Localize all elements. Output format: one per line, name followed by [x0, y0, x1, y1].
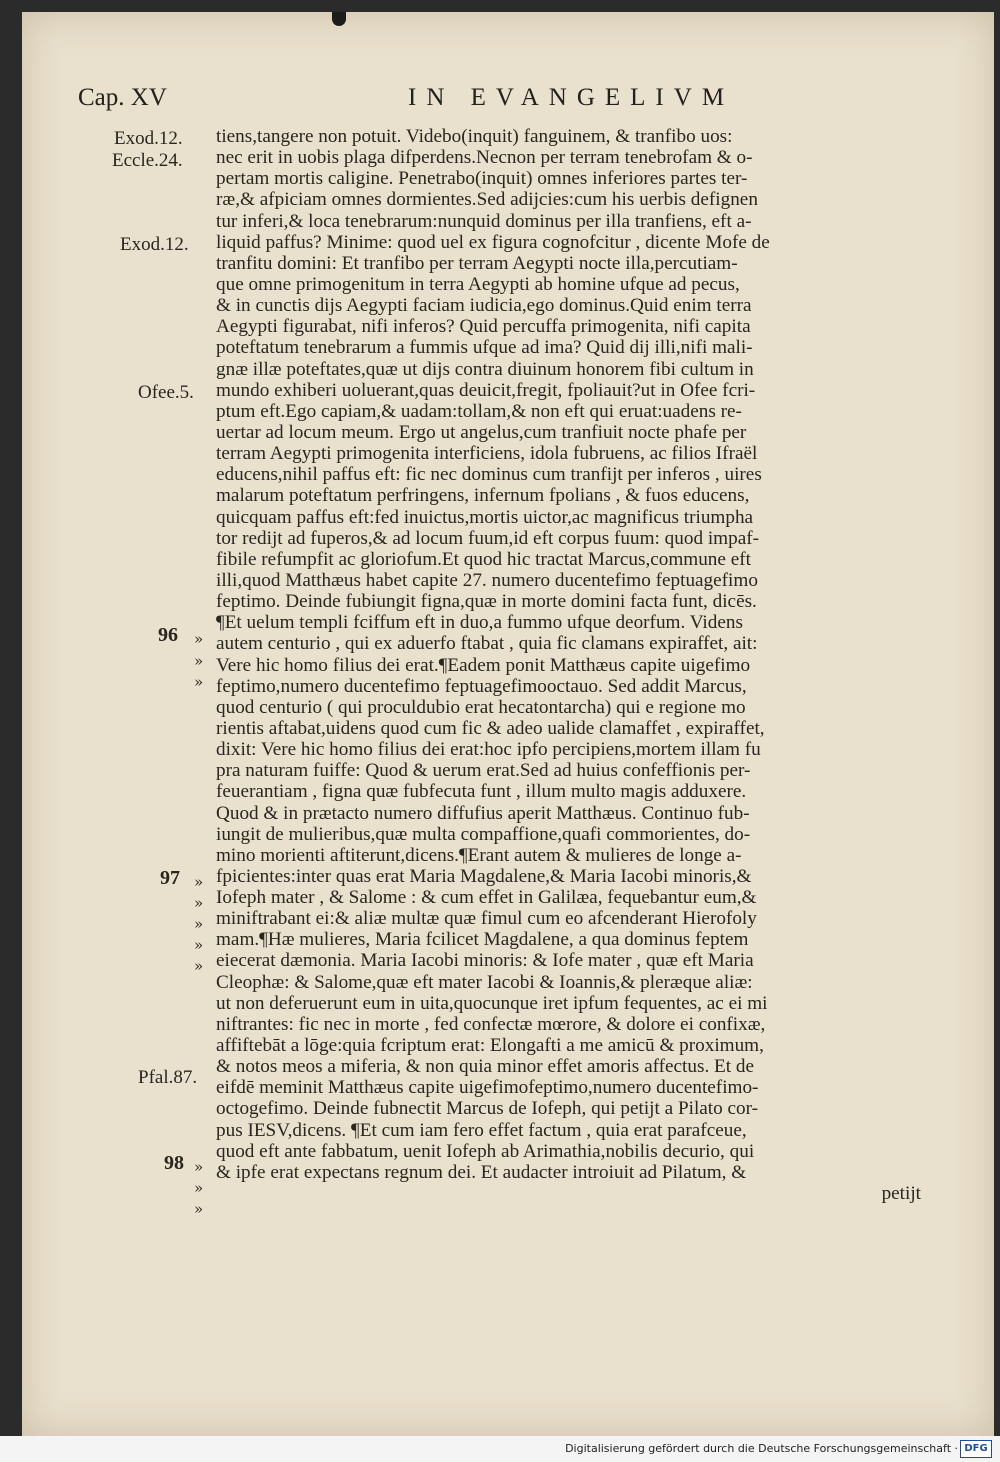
text-line: pra naturam fuiffe: Quod & uerum erat.Sed ad huius confeffionis per-: [216, 760, 751, 782]
text-line: ræ,& afpiciam omnes dormientes.Sed adijcies:cum his uerbis defignen: [216, 189, 758, 211]
text-line: pertam mortis caligine. Penetrabo(inquit) omnes inferiores partes ter-: [216, 168, 748, 190]
text-line: & ipfe erat expectans regnum dei. Et audacter introiuit ad Pilatum, &: [216, 1161, 747, 1183]
text-line: illi,quod Matthæus habet capite 27. numero ducentefimo feptuagefimo: [216, 569, 758, 591]
text-line: liquid paffus? Minime: quod uel ex figura cognofcitur , dicente Mofe de: [216, 231, 770, 253]
book-page: [22, 12, 994, 1436]
text-line: Aegypti figurabat, nifi inferos? Quid percuffa primogenita, nifi capita: [216, 316, 751, 338]
text-line: miniftrabant ei:& aliæ multæ quæ fimul cum eo afcenderant Hierofoly: [216, 908, 757, 930]
text-line: tranfitu domini: Et tranfibo per terram Aegypti nocte illa,percutiam-: [216, 252, 738, 274]
text-line: fpicientes:inter quas erat Maria Magdalene,& Maria Iacobi minoris,&: [216, 865, 752, 887]
text-line: eifdē meminit Matthæus capite uigefimofeptimo,numero ducentefimo-: [216, 1077, 759, 1099]
margin-citation: Exod.12.: [114, 128, 183, 149]
funding-credit: Digitalisierung gefördert durch die Deutsche Forschungsgemeinschaft ·: [565, 1442, 958, 1455]
text-line: & in cunctis dijs Aegypti faciam iudicia,ego dominus.Quid enim terra: [216, 295, 752, 317]
body-text: [216, 126, 921, 1204]
quote-marker: »: [194, 873, 204, 891]
text-line: octogefimo. Deinde fubnectit Marcus de Iofeph, qui petijt a Pilato cor-: [216, 1098, 759, 1120]
text-line: educens,nihil paffus eft: fic nec dominus cum tranfijt per inferos , uires: [216, 464, 762, 486]
text-line: niftrantes: fic nec in morte , fed confectæ mœrore, & dolore ei confixæ,: [216, 1013, 766, 1035]
quote-marker: »: [194, 673, 204, 691]
quote-marker: »: [194, 652, 204, 670]
running-title: IN EVANGELIVM: [408, 84, 735, 111]
text-line: dixit: Vere hic homo filius dei erat:hoc ipfo percipiens,mortem illam fu: [216, 739, 761, 761]
text-line: mam.¶Hæ mulieres, Maria fcilicet Magdalene, a qua dominus feptem: [216, 929, 749, 951]
text-line: Iofeph mater , & Salome : & cum effet in Galilæa, fequebantur eum,&: [216, 887, 757, 909]
quote-marker: »: [194, 957, 204, 975]
text-line: affiftebāt a lōge:quia fcriptum erat: Elongafti a me amicū & proximum,: [216, 1035, 764, 1057]
text-line: feptimo. Deinde fubiungit figna,quæ in morte domini facta funt, dicēs.: [216, 591, 757, 613]
quote-marker: »: [194, 1179, 204, 1197]
section-number: 96: [158, 624, 178, 646]
text-line: fibile refumpfit ac gloriofum.Et quod hic tractat Marcus,commune eft: [216, 548, 751, 570]
dfg-logo: DFG: [960, 1440, 992, 1458]
footer-bar: [0, 1436, 1000, 1462]
text-line: autem centurio , qui ex aduerfo ftabat , quia fic clamans expiraffet, ait:: [216, 633, 758, 655]
margin-citation: Eccle.24.: [112, 150, 183, 171]
running-head: [78, 84, 964, 118]
text-line: quicquam paffus eft:fed inuictus,mortis uictor,ac magnificus triumpha: [216, 506, 754, 528]
quote-marker: »: [194, 1158, 204, 1176]
quote-marker: »: [194, 1200, 204, 1218]
page-notch: [332, 12, 346, 26]
text-line: rientis aftabat,uidens quod cum fic & adeo ualide clamaffet , expiraffet,: [216, 717, 765, 739]
text-line: uertar ad locum meum. Ergo ut angelus,cum tranfiuit nocte phafe per: [216, 421, 747, 443]
section-number: 97: [160, 867, 180, 889]
text-line: nec erit in uobis plaga difperdens.Necnon per terram tenebrofam & o-: [216, 147, 753, 169]
text-line: ¶Et uelum templi fciffum eft in duo,a fummo ufque deorfum. Videns: [216, 612, 743, 634]
text-line: ptum eft.Ego capiam,& uadam:tollam,& non eft qui eruat:uadens re-: [216, 400, 742, 422]
text-line: que omne primogenitum in terra Aegypti ab homine ufque ad pecus,: [216, 273, 740, 295]
text-line: feuerantiam , figna quæ fubfecuta funt , illum multo magis adduxere.: [216, 781, 747, 803]
margin-citation: Ofee.5.: [138, 382, 194, 403]
text-line: & notos meos a miferia, & non quia minor effet amoris affectus. Et de: [216, 1056, 754, 1078]
text-line: quod centurio ( qui proculdubio erat hecatontarcha) qui e regione mo: [216, 696, 746, 718]
text-line: eiecerat dæmonia. Maria Iacobi minoris: & Iofe mater , quæ eft Maria: [216, 950, 754, 972]
text-line: mino morienti aftiterunt,dicens.¶Erant autem & mulieres de longe a-: [216, 844, 742, 866]
quote-marker: »: [194, 936, 204, 954]
text-line: Vere hic homo filius dei erat.¶Eadem ponit Matthæus capite uigefimo: [216, 654, 751, 676]
text-line: pus IESV,dicens. ¶Et cum iam fero effet factum , quia erat parafceue,: [216, 1119, 747, 1141]
margin-citation: Exod.12.: [120, 234, 189, 255]
text-line: ut non deferuerunt eum in uita,quocunque iret ipfum fequentes, ac ei mi: [216, 992, 768, 1014]
quote-marker: »: [194, 915, 204, 933]
text-line: quod eft ante fabbatum, uenit Iofeph ab Arimathia,nobilis decurio, qui: [216, 1140, 755, 1162]
text-line: gnæ illæ poteftates,quæ ut dijs contra diuinum honorem fibi cultum in: [216, 358, 754, 380]
text-line: petijt: [881, 1183, 921, 1205]
text-line: Cleophæ: & Salome,quæ eft mater Iacobi & Ioannis,& pleræque aliæ:: [216, 971, 753, 993]
text-line: feptimo,numero ducentefimo feptuagefimooctauo. Sed addit Marcus,: [216, 675, 747, 697]
quote-marker: »: [194, 630, 204, 648]
text-line: tiens,tangere non potuit. Videbo(inquit) fanguinem, & tranfibo uos:: [216, 126, 733, 147]
quote-marker: »: [194, 894, 204, 912]
text-line: malarum poteftatum perfringens, infernum fpolians , & fuos educens,: [216, 485, 750, 507]
text-line: poteftatum tenebrarum a fummis ufque ad ima? Quid dij illi,nifi mali-: [216, 337, 753, 359]
section-number: 98: [164, 1152, 184, 1174]
text-line: Quod & in prætacto numero diffufius aperit Matthæus. Continuo fub-: [216, 802, 750, 824]
text-line: terram Aegypti primogenita interficiens, idola fubruens, ac filios Ifraël: [216, 443, 758, 465]
text-line: tor redijt ad fuperos,& ad locum fuum,id eft corpus fuum: quod impaf-: [216, 527, 759, 549]
text-line: iungit de mulieribus,quæ multa compaffione,quafi commorientes, do-: [216, 823, 751, 845]
text-line: tur inferi,& loca tenebrarum:nunquid dominus per illa tranfiens, eft a-: [216, 210, 752, 232]
chapter-label: Cap. XV: [78, 84, 167, 111]
margin-citation: Pfal.87.: [138, 1067, 198, 1088]
text-line: mundo exhiberi uoluerant,quas deuicit,fregit, fpoliauit?ut in Ofee fcri-: [216, 379, 756, 401]
